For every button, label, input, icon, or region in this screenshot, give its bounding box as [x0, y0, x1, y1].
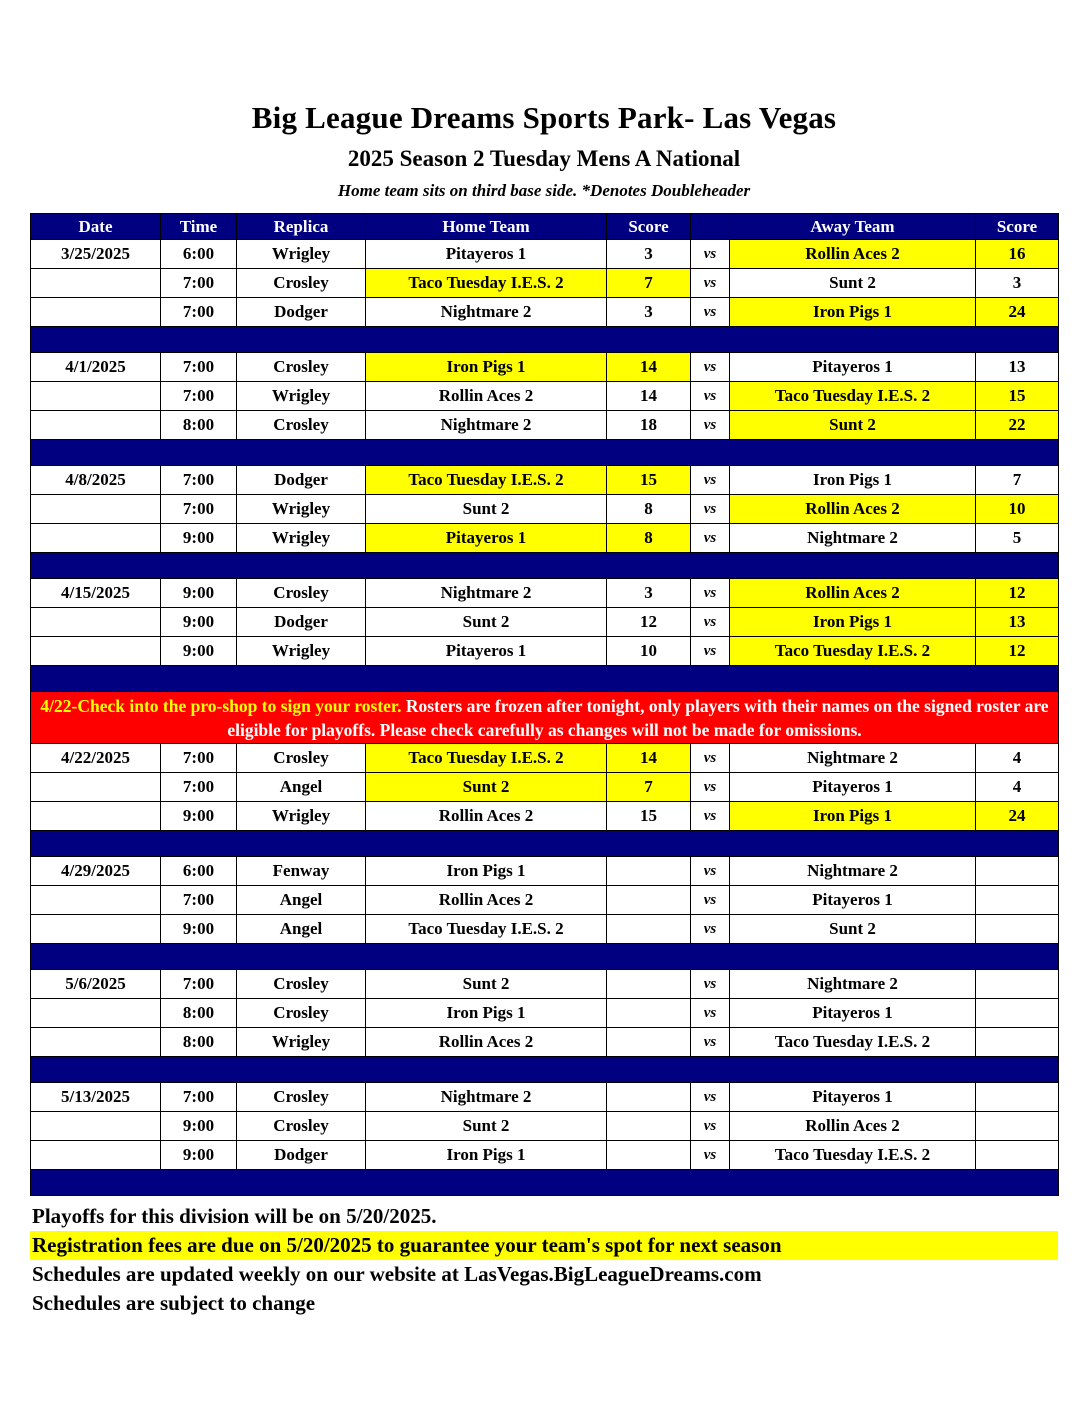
- vs-cell: vs: [691, 857, 730, 886]
- replica-cell: Crosley: [237, 744, 366, 773]
- home-score-cell: [607, 1028, 691, 1057]
- game-row: [31, 240, 1059, 269]
- away-team-cell: Iron Pigs 1: [730, 298, 976, 327]
- home-score-cell: 14: [607, 382, 691, 411]
- away-score-cell: 4: [976, 773, 1059, 802]
- footer-note: Schedules are updated weekly on our website at LasVegas.BigLeagueDreams.com: [32, 1262, 762, 1286]
- away-team-cell: Pitayeros 1: [730, 353, 976, 382]
- replica-cell: Wrigley: [237, 1028, 366, 1057]
- game-row: [31, 466, 1059, 495]
- separator-bar: [31, 327, 1059, 353]
- time-cell: 7:00: [161, 382, 237, 411]
- date-cell: 4/29/2025: [31, 857, 161, 886]
- game-row: [31, 773, 1059, 802]
- replica-cell: Crosley: [237, 411, 366, 440]
- replica-cell: Wrigley: [237, 495, 366, 524]
- away-score-cell: 10: [976, 495, 1059, 524]
- replica-cell: Crosley: [237, 1112, 366, 1141]
- game-row: [31, 970, 1059, 999]
- date-cell: [31, 269, 161, 298]
- time-cell: 9:00: [161, 608, 237, 637]
- game-row: [31, 1028, 1059, 1057]
- home-score-cell: 8: [607, 524, 691, 553]
- replica-cell: Dodger: [237, 1141, 366, 1170]
- game-row: [31, 886, 1059, 915]
- game-row: [31, 802, 1059, 831]
- home-team-cell: Taco Tuesday I.E.S. 2: [366, 915, 607, 944]
- home-team-cell: Iron Pigs 1: [366, 857, 607, 886]
- date-cell: 4/1/2025: [31, 353, 161, 382]
- separator-bar: [31, 440, 1059, 466]
- away-team-cell: Nightmare 2: [730, 857, 976, 886]
- home-team-cell: Sunt 2: [366, 608, 607, 637]
- away-team-cell: Taco Tuesday I.E.S. 2: [730, 637, 976, 666]
- vs-cell: vs: [691, 1141, 730, 1170]
- footer-notes: [30, 1202, 1058, 1318]
- home-score-cell: 7: [607, 269, 691, 298]
- date-cell: [31, 411, 161, 440]
- home-team-cell: Sunt 2: [366, 970, 607, 999]
- separator-row: [31, 1170, 1059, 1196]
- replica-cell: Crosley: [237, 999, 366, 1028]
- vs-cell: vs: [691, 466, 730, 495]
- away-score-cell: 22: [976, 411, 1059, 440]
- game-row: [31, 999, 1059, 1028]
- date-cell: [31, 1141, 161, 1170]
- footer-note: Playoffs for this division will be on 5/20/2025.: [32, 1204, 437, 1228]
- separator-bar: [31, 944, 1059, 970]
- separator-row: [31, 440, 1059, 466]
- away-score-cell: 13: [976, 353, 1059, 382]
- table-header-row: [31, 214, 1059, 240]
- home-team-cell: Nightmare 2: [366, 579, 607, 608]
- separator-row: [31, 831, 1059, 857]
- away-team-cell: Taco Tuesday I.E.S. 2: [730, 1141, 976, 1170]
- game-row: [31, 1083, 1059, 1112]
- time-cell: 9:00: [161, 579, 237, 608]
- home-team-cell: Taco Tuesday I.E.S. 2: [366, 744, 607, 773]
- home-team-cell: Rollin Aces 2: [366, 382, 607, 411]
- time-cell: 9:00: [161, 524, 237, 553]
- date-cell: 4/8/2025: [31, 466, 161, 495]
- away-team-cell: Sunt 2: [730, 915, 976, 944]
- away-team-cell: Rollin Aces 2: [730, 1112, 976, 1141]
- vs-cell: vs: [691, 524, 730, 553]
- col-header-time: Time: [161, 214, 237, 240]
- home-team-cell: Rollin Aces 2: [366, 1028, 607, 1057]
- date-cell: [31, 637, 161, 666]
- game-row: [31, 579, 1059, 608]
- replica-cell: Fenway: [237, 857, 366, 886]
- col-header-away-team: Away Team: [730, 214, 976, 240]
- away-team-cell: Pitayeros 1: [730, 773, 976, 802]
- home-score-cell: [607, 1141, 691, 1170]
- game-row: [31, 1141, 1059, 1170]
- away-score-cell: 3: [976, 269, 1059, 298]
- home-team-cell: Nightmare 2: [366, 298, 607, 327]
- home-team-cell: Iron Pigs 1: [366, 1141, 607, 1170]
- game-row: [31, 744, 1059, 773]
- replica-cell: Crosley: [237, 353, 366, 382]
- home-score-cell: [607, 1083, 691, 1112]
- home-score-cell: 14: [607, 353, 691, 382]
- home-team-cell: Pitayeros 1: [366, 524, 607, 553]
- separator-row: [31, 1057, 1059, 1083]
- away-team-cell: Taco Tuesday I.E.S. 2: [730, 382, 976, 411]
- time-cell: 7:00: [161, 495, 237, 524]
- schedule-table: [30, 213, 1059, 1196]
- page-title: Big League Dreams Sports Park- Las Vegas: [251, 100, 837, 135]
- away-score-cell: [976, 915, 1059, 944]
- vs-cell: vs: [691, 915, 730, 944]
- replica-cell: Wrigley: [237, 637, 366, 666]
- replica-cell: Wrigley: [237, 802, 366, 831]
- separator-bar: [31, 1170, 1059, 1196]
- home-team-cell: Taco Tuesday I.E.S. 2: [366, 466, 607, 495]
- away-team-cell: Iron Pigs 1: [730, 802, 976, 831]
- away-team-cell: Rollin Aces 2: [730, 240, 976, 269]
- home-team-cell: Rollin Aces 2: [366, 886, 607, 915]
- replica-cell: Angel: [237, 773, 366, 802]
- footer-registration-highlight: Registration fees are due on 5/20/2025 to guarantee your team's spot for next season: [30, 1231, 1058, 1260]
- away-score-cell: [976, 970, 1059, 999]
- replica-cell: Crosley: [237, 970, 366, 999]
- time-cell: 7:00: [161, 466, 237, 495]
- away-team-cell: Nightmare 2: [730, 524, 976, 553]
- home-score-cell: [607, 857, 691, 886]
- separator-row: [31, 666, 1059, 692]
- game-row: [31, 382, 1059, 411]
- away-score-cell: 7: [976, 466, 1059, 495]
- replica-cell: Wrigley: [237, 382, 366, 411]
- time-cell: 8:00: [161, 999, 237, 1028]
- vs-cell: vs: [691, 269, 730, 298]
- away-score-cell: [976, 1112, 1059, 1141]
- game-row: [31, 1112, 1059, 1141]
- time-cell: 9:00: [161, 802, 237, 831]
- game-row: [31, 608, 1059, 637]
- time-cell: 7:00: [161, 744, 237, 773]
- away-score-cell: [976, 857, 1059, 886]
- time-cell: 8:00: [161, 411, 237, 440]
- away-team-cell: Pitayeros 1: [730, 886, 976, 915]
- date-cell: 5/13/2025: [31, 1083, 161, 1112]
- separator-row: [31, 553, 1059, 579]
- replica-cell: Angel: [237, 886, 366, 915]
- away-score-cell: 13: [976, 608, 1059, 637]
- away-score-cell: [976, 1141, 1059, 1170]
- replica-cell: Crosley: [237, 269, 366, 298]
- home-team-note: Home team sits on third base side. *Denotes Doubleheader: [337, 181, 751, 200]
- game-row: [31, 524, 1059, 553]
- footer-note: Schedules are subject to change: [32, 1291, 316, 1315]
- home-score-cell: 18: [607, 411, 691, 440]
- home-team-cell: Pitayeros 1: [366, 240, 607, 269]
- page-subtitle: 2025 Season 2 Tuesday Mens A National: [347, 146, 741, 171]
- vs-cell: vs: [691, 382, 730, 411]
- replica-cell: Dodger: [237, 298, 366, 327]
- date-cell: [31, 1028, 161, 1057]
- away-score-cell: [976, 1028, 1059, 1057]
- col-header-home-score: Score: [607, 214, 691, 240]
- away-team-cell: Nightmare 2: [730, 744, 976, 773]
- home-team-cell: Rollin Aces 2: [366, 802, 607, 831]
- game-row: [31, 857, 1059, 886]
- home-score-cell: 3: [607, 298, 691, 327]
- time-cell: 7:00: [161, 298, 237, 327]
- away-score-cell: 24: [976, 298, 1059, 327]
- away-score-cell: 12: [976, 579, 1059, 608]
- date-cell: [31, 802, 161, 831]
- vs-cell: vs: [691, 744, 730, 773]
- separator-row: [31, 327, 1059, 353]
- replica-cell: Angel: [237, 915, 366, 944]
- away-team-cell: Rollin Aces 2: [730, 495, 976, 524]
- vs-cell: vs: [691, 802, 730, 831]
- away-team-cell: Nightmare 2: [730, 970, 976, 999]
- col-header-replica: Replica: [237, 214, 366, 240]
- separator-bar: [31, 831, 1059, 857]
- home-score-cell: 14: [607, 744, 691, 773]
- date-cell: 4/22/2025: [31, 744, 161, 773]
- vs-cell: vs: [691, 1112, 730, 1141]
- vs-cell: vs: [691, 298, 730, 327]
- vs-cell: vs: [691, 579, 730, 608]
- home-score-cell: 3: [607, 579, 691, 608]
- away-score-cell: 4: [976, 744, 1059, 773]
- separator-bar: [31, 1057, 1059, 1083]
- game-row: [31, 915, 1059, 944]
- home-score-cell: 3: [607, 240, 691, 269]
- away-team-cell: Iron Pigs 1: [730, 466, 976, 495]
- away-team-cell: Pitayeros 1: [730, 999, 976, 1028]
- col-header-home-team: Home Team: [366, 214, 607, 240]
- time-cell: 6:00: [161, 240, 237, 269]
- vs-cell: vs: [691, 495, 730, 524]
- away-team-cell: Rollin Aces 2: [730, 579, 976, 608]
- away-score-cell: 15: [976, 382, 1059, 411]
- game-row: [31, 411, 1059, 440]
- vs-cell: vs: [691, 1028, 730, 1057]
- date-cell: [31, 524, 161, 553]
- home-team-cell: Sunt 2: [366, 1112, 607, 1141]
- vs-cell: vs: [691, 970, 730, 999]
- vs-cell: vs: [691, 353, 730, 382]
- game-row: [31, 269, 1059, 298]
- roster-notice-row: [31, 692, 1059, 744]
- home-score-cell: [607, 970, 691, 999]
- col-header-vs: [691, 214, 730, 240]
- date-cell: 3/25/2025: [31, 240, 161, 269]
- away-score-cell: [976, 886, 1059, 915]
- date-cell: 5/6/2025: [31, 970, 161, 999]
- roster-notice-body: Rosters are frozen after tonight, only players with their names on the signed roster are eligible for playoffs. Please check carefully as changes will not be made for omissions.: [227, 695, 1049, 740]
- vs-cell: vs: [691, 411, 730, 440]
- away-team-cell: Sunt 2: [730, 269, 976, 298]
- replica-cell: Crosley: [237, 1083, 366, 1112]
- time-cell: 7:00: [161, 353, 237, 382]
- home-team-cell: Sunt 2: [366, 495, 607, 524]
- home-team-cell: Taco Tuesday I.E.S. 2: [366, 269, 607, 298]
- date-cell: [31, 999, 161, 1028]
- away-score-cell: 12: [976, 637, 1059, 666]
- time-cell: 9:00: [161, 637, 237, 666]
- away-team-cell: Taco Tuesday I.E.S. 2: [730, 1028, 976, 1057]
- away-score-cell: 16: [976, 240, 1059, 269]
- date-cell: [31, 1112, 161, 1141]
- time-cell: 7:00: [161, 773, 237, 802]
- vs-cell: vs: [691, 773, 730, 802]
- home-score-cell: [607, 915, 691, 944]
- roster-notice-highlight: 4/22-Check into the pro-shop to sign your roster.: [40, 695, 406, 716]
- vs-cell: vs: [691, 1083, 730, 1112]
- date-cell: [31, 915, 161, 944]
- home-score-cell: 15: [607, 466, 691, 495]
- home-team-cell: Sunt 2: [366, 773, 607, 802]
- home-score-cell: [607, 1112, 691, 1141]
- date-cell: [31, 886, 161, 915]
- time-cell: 7:00: [161, 269, 237, 298]
- separator-bar: [31, 553, 1059, 579]
- time-cell: 8:00: [161, 1028, 237, 1057]
- time-cell: 7:00: [161, 1083, 237, 1112]
- time-cell: 6:00: [161, 857, 237, 886]
- vs-cell: vs: [691, 240, 730, 269]
- time-cell: 9:00: [161, 1141, 237, 1170]
- home-team-cell: Pitayeros 1: [366, 637, 607, 666]
- home-score-cell: 12: [607, 608, 691, 637]
- date-cell: [31, 608, 161, 637]
- replica-cell: Wrigley: [237, 524, 366, 553]
- vs-cell: vs: [691, 999, 730, 1028]
- home-team-cell: Iron Pigs 1: [366, 353, 607, 382]
- home-score-cell: [607, 999, 691, 1028]
- time-cell: 7:00: [161, 970, 237, 999]
- home-score-cell: 7: [607, 773, 691, 802]
- game-row: [31, 353, 1059, 382]
- date-cell: [31, 495, 161, 524]
- home-team-cell: Nightmare 2: [366, 1083, 607, 1112]
- game-row: [31, 495, 1059, 524]
- roster-notice: [31, 692, 1059, 744]
- date-cell: [31, 773, 161, 802]
- date-cell: [31, 382, 161, 411]
- time-cell: 9:00: [161, 1112, 237, 1141]
- col-header-away-score: Score: [976, 214, 1059, 240]
- away-score-cell: [976, 1083, 1059, 1112]
- game-row: [31, 637, 1059, 666]
- time-cell: 7:00: [161, 886, 237, 915]
- away-score-cell: [976, 999, 1059, 1028]
- replica-cell: Dodger: [237, 466, 366, 495]
- time-cell: 9:00: [161, 915, 237, 944]
- away-score-cell: 24: [976, 802, 1059, 831]
- home-score-cell: [607, 886, 691, 915]
- separator-row: [31, 944, 1059, 970]
- home-team-cell: Iron Pigs 1: [366, 999, 607, 1028]
- away-team-cell: Iron Pigs 1: [730, 608, 976, 637]
- vs-cell: vs: [691, 608, 730, 637]
- replica-cell: Dodger: [237, 608, 366, 637]
- replica-cell: Crosley: [237, 579, 366, 608]
- vs-cell: vs: [691, 886, 730, 915]
- home-score-cell: 8: [607, 495, 691, 524]
- home-score-cell: 15: [607, 802, 691, 831]
- home-score-cell: 10: [607, 637, 691, 666]
- away-team-cell: Pitayeros 1: [730, 1083, 976, 1112]
- col-header-date: Date: [31, 214, 161, 240]
- date-cell: 4/15/2025: [31, 579, 161, 608]
- game-row: [31, 298, 1059, 327]
- home-team-cell: Nightmare 2: [366, 411, 607, 440]
- separator-bar: [31, 666, 1059, 692]
- replica-cell: Wrigley: [237, 240, 366, 269]
- away-team-cell: Sunt 2: [730, 411, 976, 440]
- vs-cell: vs: [691, 637, 730, 666]
- away-score-cell: 5: [976, 524, 1059, 553]
- date-cell: [31, 298, 161, 327]
